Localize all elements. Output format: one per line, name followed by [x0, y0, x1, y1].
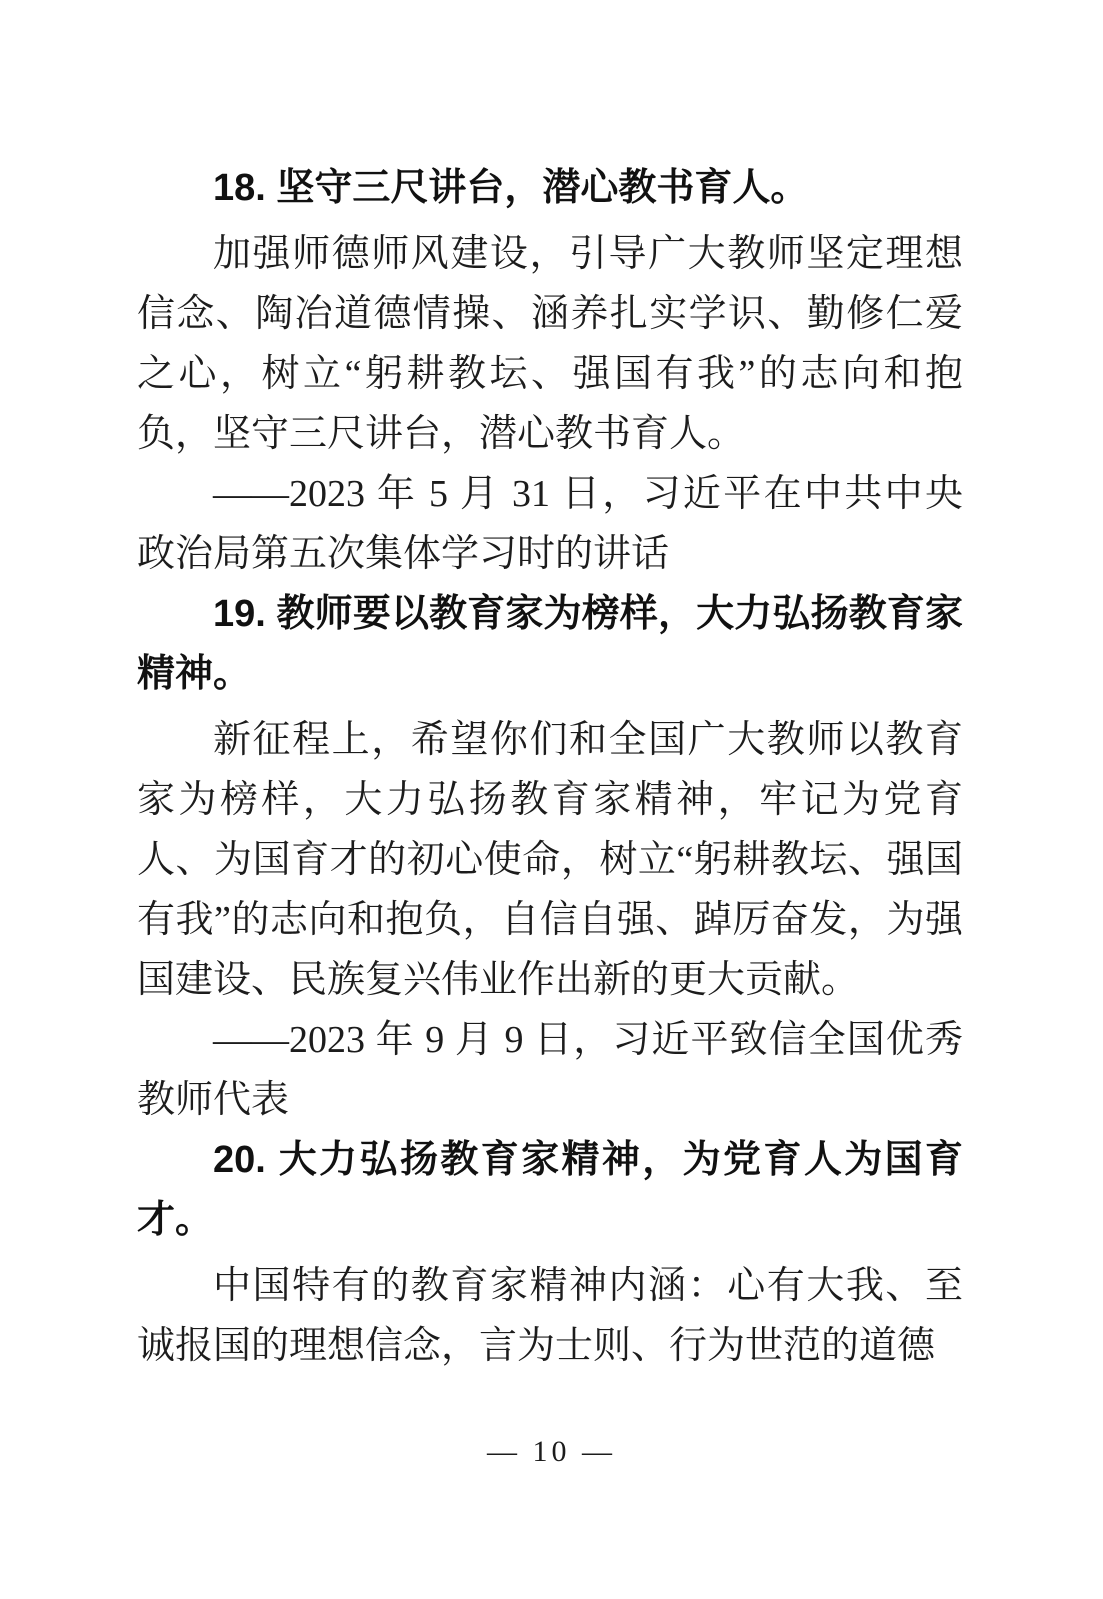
item-20-heading: 20. 大力弘扬教育家精神，为党育人为国育才。 [137, 1139, 963, 1241]
item-19-heading: 19. 教师要以教育家为榜样，大力弘扬教育家精神。 [137, 593, 963, 695]
item-18-heading: 18. 坚守三尺讲台，潜心教书育人。 [213, 167, 809, 209]
item-19-attribution: ——2023 年 9 月 9 日，习近平致信全国优秀教师代表 [137, 1019, 963, 1121]
section-item-19 [137, 584, 963, 1130]
page-content [137, 158, 963, 1376]
item-18-body: 加强师德师风建设，引导广大教师坚定理想信念、陶冶道德情操、涵养扎实学识、勤修仁爱之心，树立“躬耕教坛、强国有我”的志向和抱负，坚守三尺讲台，潜心教书育人。 [137, 233, 963, 455]
item-20-body: 中国特有的教育家精神内涵：心有大我、至诚报国的理想信念，言为士则、行为世范的道德 [137, 1265, 963, 1367]
item-18-attribution: ——2023 年 5 月 31 日，习近平在中共中央政治局第五次集体学习时的讲话 [137, 473, 963, 575]
section-item-18 [137, 158, 963, 584]
page-number: — 10 — [487, 1435, 616, 1468]
item-19-body: 新征程上，希望你们和全国广大教师以教育家为榜样，大力弘扬教育家精神，牢记为党育人、为国育才的初心使命，树立“躬耕教坛、强国有我”的志向和抱负，自信自强、踔厉奋发，为强国建设、民族复兴伟业作出新的更大贡献。 [137, 719, 963, 1001]
section-item-20 [137, 1130, 963, 1376]
